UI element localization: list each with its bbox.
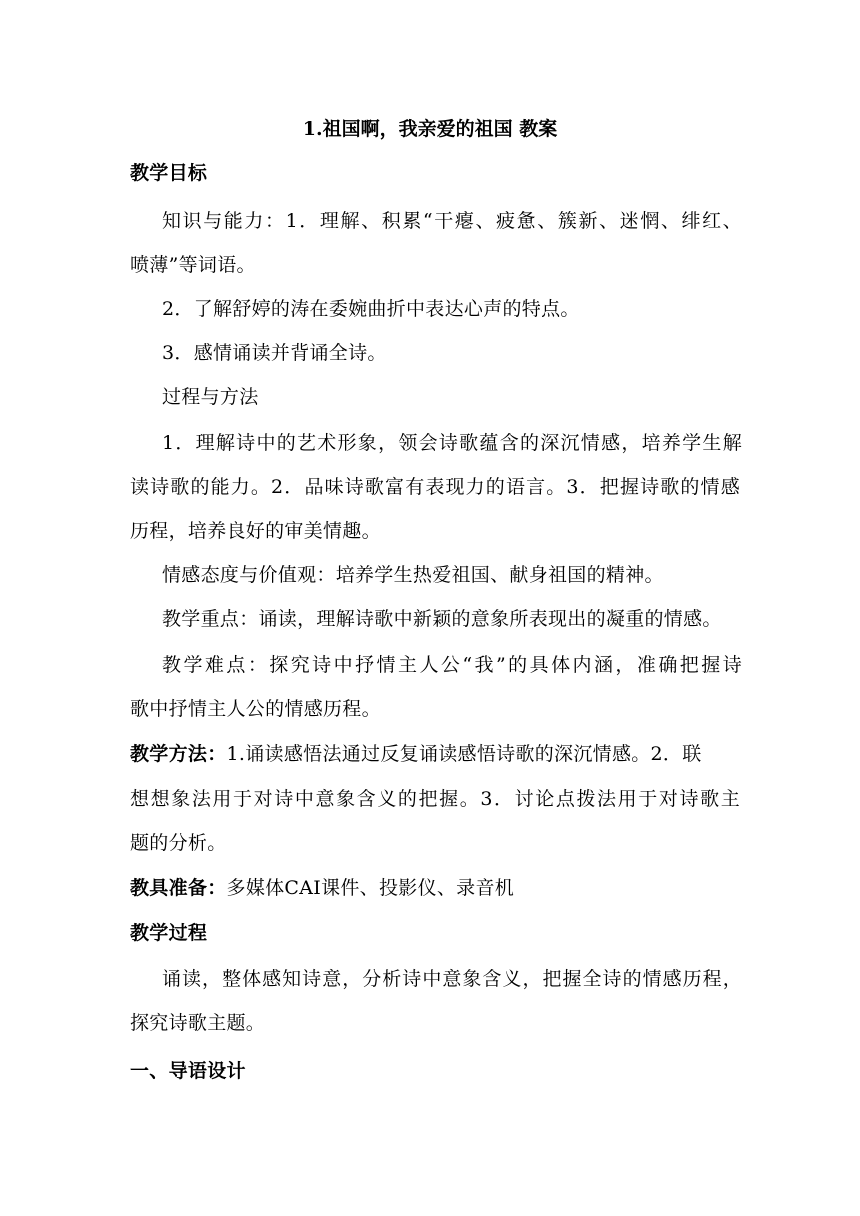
objective-item-2: 2．了解舒婷的涛在委婉曲折中表达心声的特点。 [162, 298, 580, 320]
teaching-method-line-2: 想想象法用于对诗中意象含义的把握。3．讨论点拨法用于对诗歌主 [130, 788, 740, 810]
teaching-process-heading: 教学过程 [130, 922, 208, 944]
teaching-difficulty-line-1: 教学难点：探究诗中抒情主人公“我”的具体内涵，准确把握诗 [162, 654, 742, 676]
process-method-line-1: 1．理解诗中的艺术形象，领会诗歌蕴含的深沉情感，培养学生解 [162, 432, 742, 454]
teaching-method-line-1 [130, 742, 740, 766]
intro-design-heading: 一、导语设计 [130, 1060, 246, 1082]
teaching-difficulty-line-2: 歌中抒情主人公的情感历程。 [130, 698, 381, 720]
objective-item-3: 3．感情诵读并背诵全诗。 [162, 342, 387, 364]
process-method-line-3: 历程，培养良好的审美情趣。 [130, 520, 381, 542]
knowledge-ability-line-2: 喷薄”等词语。 [130, 254, 256, 276]
teaching-process-line-2: 探究诗歌主题。 [130, 1012, 266, 1034]
teaching-method-line-3: 题的分析。 [130, 832, 227, 854]
teaching-tools [130, 876, 740, 900]
teaching-method-text: 1.诵读感悟法通过反复诵读感悟诗歌的深沉情感。2．联 [226, 743, 702, 765]
teaching-method-label: 教学方法： [130, 743, 227, 765]
process-method-line-2: 读诗歌的能力。2．品味诗歌富有表现力的语言。3．把握诗歌的情感 [130, 476, 740, 498]
teaching-key-points: 教学重点：诵读，理解诗歌中新颖的意象所表现出的凝重的情感。 [162, 608, 722, 630]
emotion-values: 情感态度与价值观：培养学生热爱祖国、献身祖国的精神。 [162, 564, 664, 586]
process-method-heading: 过程与方法 [162, 386, 259, 408]
teaching-tools-text: 多媒体CAI课件、投影仪、录音机 [226, 877, 515, 899]
knowledge-ability-line-1: 知识与能力：1．理解、积累“干瘪、疲惫、簇新、迷惘、绯红、 [162, 210, 742, 232]
teaching-process-line-1: 诵读，整体感知诗意，分析诗中意象含义，把握全诗的情感历程， [162, 968, 742, 990]
teaching-tools-label: 教具准备： [130, 877, 227, 899]
document-title: 1.祖国啊，我亲爱的祖国 教案 [302, 118, 558, 140]
objectives-heading: 教学目标 [130, 162, 208, 184]
